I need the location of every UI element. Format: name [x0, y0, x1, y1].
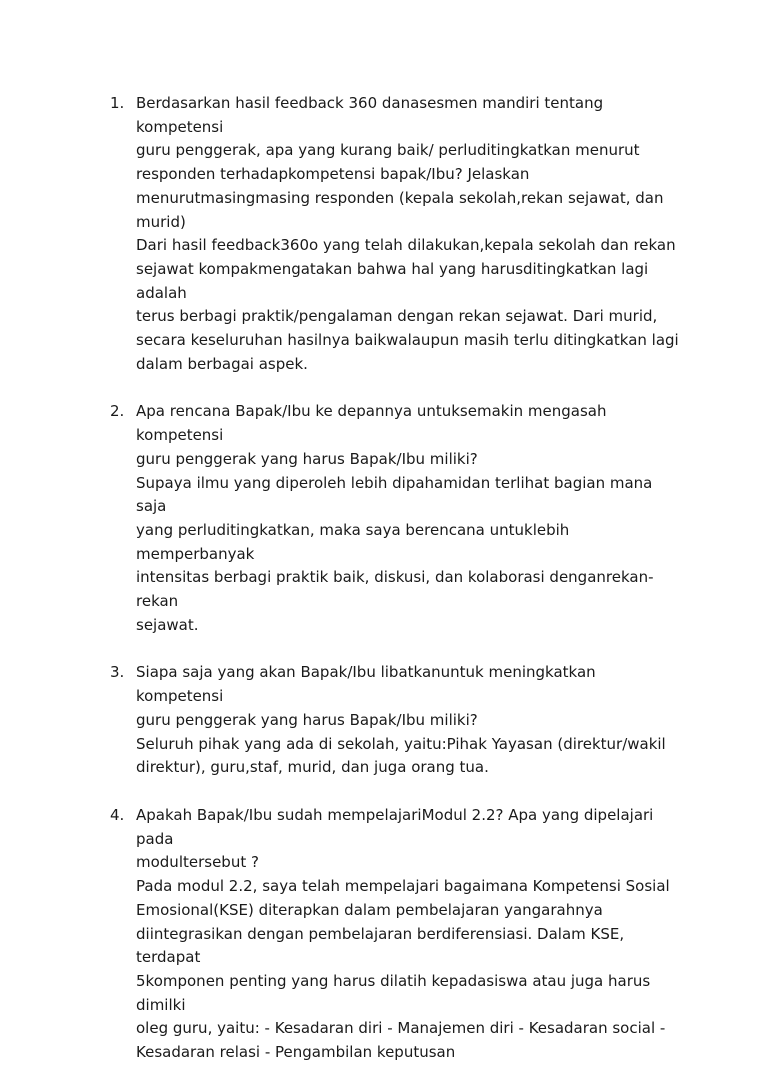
question-text: Berdasarkan hasil feedback 360 danasesmen mandiri tentang kompetensi guru penggerak, apa yang kurang baik/ perluditingkatkan menurut responden terhadapkompetensi bapak/Ibu? Jelaskan menurutmasingmasing responden (kepala sekolah,rekan sejawat, dan murid): [136, 94, 664, 231]
list-item: [110, 804, 680, 1065]
answer-text: Dari hasil feedback360o yang telah dilakukan,kepala sekolah dan rekan sejawat kompakmengatakan bahwa hal yang harusditingkatkan lagi adalah terus berbagi praktik/pengalaman dengan rekan sejawat. Dari murid, secara keseluruhan hasilnya baikwalaupun masih terlu ditingkatkan lagi dalam berbagai aspek.: [136, 236, 679, 373]
question-list: [110, 92, 680, 1089]
answer-text: Seluruh pihak yang ada di sekolah, yaitu:Pihak Yayasan (direktur/wakil direktur), guru,staf, murid, dan juga orang tua.: [136, 734, 666, 777]
question-text: Apakah Bapak/Ibu sudah mempelajariModul 2.2? Apa yang dipelajari pada modultersebut ?: [136, 805, 654, 872]
item-number: 1.: [110, 94, 125, 112]
list-item: [110, 661, 680, 780]
question-text: Siapa saja yang akan Bapak/Ibu libatkanuntuk meningkatkan kompetensi guru penggerak yang harus Bapak/Ibu miliki?: [136, 663, 596, 729]
item-number: 3.: [110, 663, 125, 682]
item-number: 4.: [110, 805, 125, 824]
answer-text: Pada modul 2.2, saya telah mempelajari bagaimana Kompetensi Sosial Emosional(KSE) diterapkan dalam pembelajaran yangarahnya diintegrasikan dengan pembelajaran berdiferensiasi. Dalam KSE, terdapat 5komponen penting yang harus dilatih kepadasiswa atau juga harus dimilki oleg guru, yaitu: - Kesadaran diri - Manajemen diri - Kesadaran social - Kesadaran relasi - Pengambilan keputusan: [136, 877, 670, 1062]
list-item: [110, 400, 680, 637]
answer-text: Supaya ilmu yang diperoleh lebih dipahamidan terlihat bagian mana saja yang perluditingkatkan, maka saya berencana untuklebih memperbanyak intensitas berbagi praktik baik, diskusi, dan kolaborasi denganrekan-rekan sejawat.: [136, 473, 654, 634]
item-number: 2.: [110, 402, 125, 421]
question-text: Apa rencana Bapak/Ibu ke depannya untuksemakin mengasah kompetensi guru penggerak yang harus Bapak/Ibu miliki?: [136, 402, 607, 468]
list-item: [110, 92, 680, 376]
